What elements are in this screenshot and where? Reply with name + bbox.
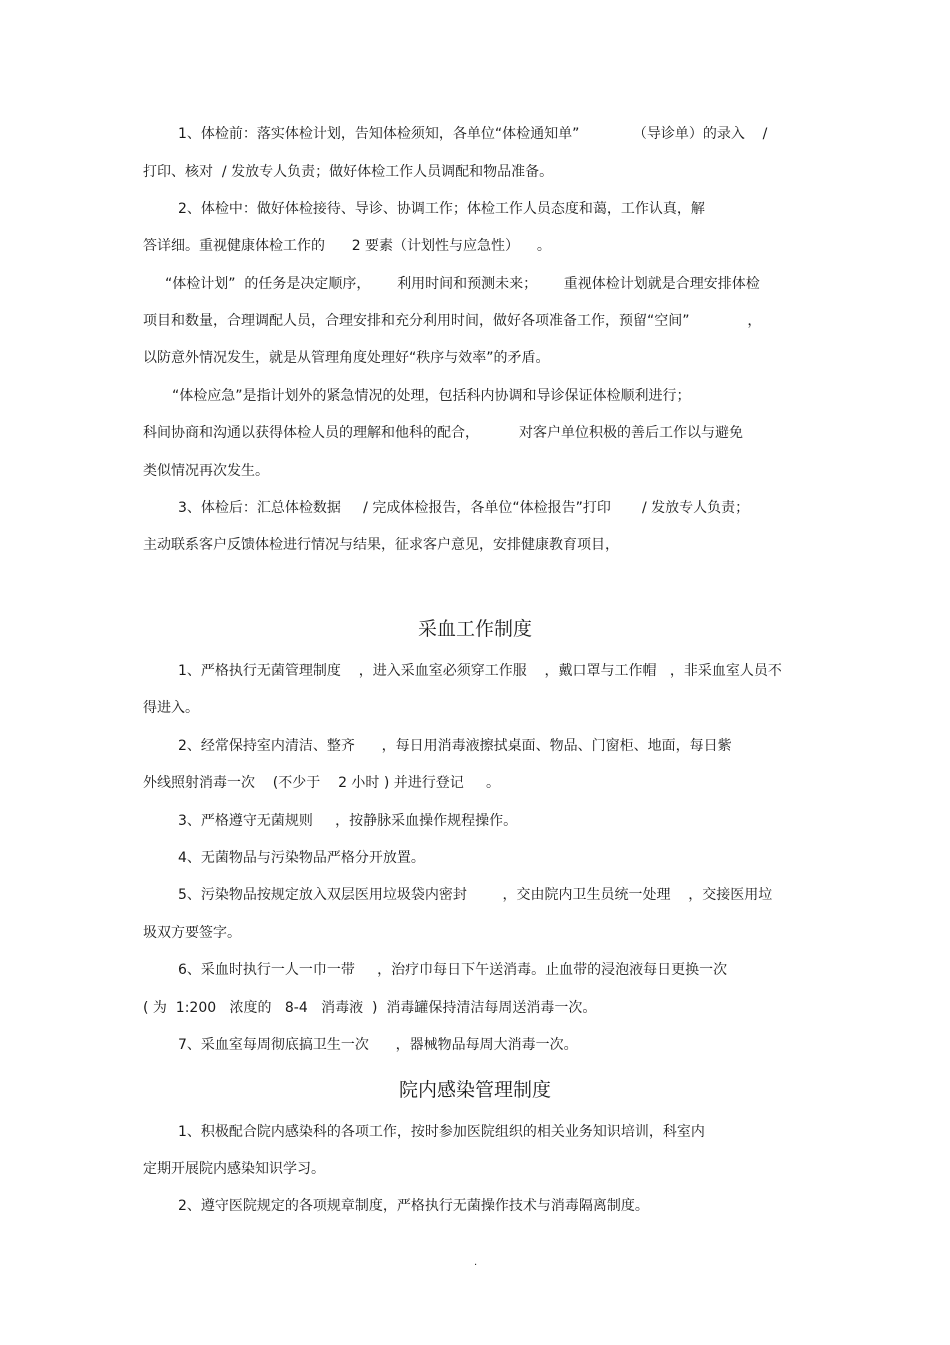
text-line: 项目和数量，合理调配人员，合理安排和充分利用时间，做好各项准备工作，预留“空间” ， bbox=[143, 313, 762, 329]
text-line: 圾双方要签字。 bbox=[143, 925, 241, 941]
text-line: 定期开展院内感染知识学习。 bbox=[143, 1161, 325, 1177]
text-line: 答详细。重视健康体检工作的 2 要素（计划性与应急性） 。 bbox=[143, 238, 551, 254]
text-line: 3、严格遵守无菌规则 ，按静脉采血操作规程操作。 bbox=[178, 813, 518, 829]
section-title-blood-collection: 采血工作制度 bbox=[417, 618, 532, 640]
text-line: 打印、核对 / 发放专人负责；做好体检工作人员调配和物品准备。 bbox=[143, 164, 554, 180]
text-line: “体检应急”是指计划外的紧急情况的处理，包括科内协调和导诊保证体检顺利进行； bbox=[172, 388, 691, 404]
text-line: 科间协商和沟通以获得体检人员的理解和他科的配合， 对客户单位积极的善后工作以与避免 bbox=[143, 425, 744, 441]
text-line: 1、体检前：落实体检计划，告知体检须知，各单位“体检通知单” （导诊单）的录入 / bbox=[178, 126, 768, 142]
text-line: 6、采血时执行一人一巾一带 ，治疗巾每日下午送消毒。止血带的浸泡液每日更换一次 bbox=[178, 962, 728, 978]
section-title-infection-control: 院内感染管理制度 bbox=[398, 1079, 551, 1101]
text-line: “体检计划” 的任务是决定顺序， 利用时间和预测未来； 重视体检计划就是合理安排体检 bbox=[165, 276, 760, 292]
text-line: 2、遵守医院规定的各项规章制度，严格执行无菌操作技术与消毒隔离制度。 bbox=[178, 1198, 649, 1214]
text-line: 得进入。 bbox=[143, 700, 199, 716]
text-line: ( 为 1:200 浓度的 8-4 消毒液 ) 消毒罐保持清洁每周送消毒一次。 bbox=[143, 1000, 597, 1016]
text-line: 2、经常保持室内清洁、整齐 ，每日用消毒液擦拭桌面、物品、门窗柜、地面，每日紫 bbox=[178, 738, 732, 754]
text-line: 以防意外情况发生，就是从管理角度处理好“秩序与效率”的矛盾。 bbox=[143, 350, 550, 366]
text-line: 4、无菌物品与污染物品严格分开放置。 bbox=[178, 850, 425, 866]
text-line: 1、积极配合院内感染科的各项工作，按时参加医院组织的相关业务知识培训，科室内 bbox=[178, 1124, 705, 1140]
text-line: 外线照射消毒一次 (不少于 2 小时 ) 并进行登记 。 bbox=[143, 775, 501, 791]
text-line: 类似情况再次发生。 bbox=[143, 463, 269, 479]
text-line: 1、严格执行无菌管理制度 ，进入采血室必须穿工作服 ，戴口罩与工作帽 ，非采血室人员不 bbox=[178, 663, 782, 679]
text-line: 7、采血室每周彻底搞卫生一次 ，器械物品每周大消毒一次。 bbox=[178, 1037, 578, 1053]
text-line: 2、体检中：做好体检接待、导诊、协调工作；体检工作人员态度和蔼，工作认真，解 bbox=[178, 201, 705, 217]
text-line: 主动联系客户反馈体检进行情况与结果，征求客户意见，安排健康教育项目， bbox=[143, 537, 619, 553]
text-line: 3、体检后：汇总体检数据 / 完成体检报告，各单位“体检报告”打印 / 发放专人负责； bbox=[178, 500, 750, 516]
text-line: 5、污染物品按规定放入双层医用垃圾袋内密封 ，交由院内卫生员统一处理 ，交接医用垃 bbox=[178, 887, 773, 903]
page-footer-mark: . bbox=[474, 1257, 478, 1268]
